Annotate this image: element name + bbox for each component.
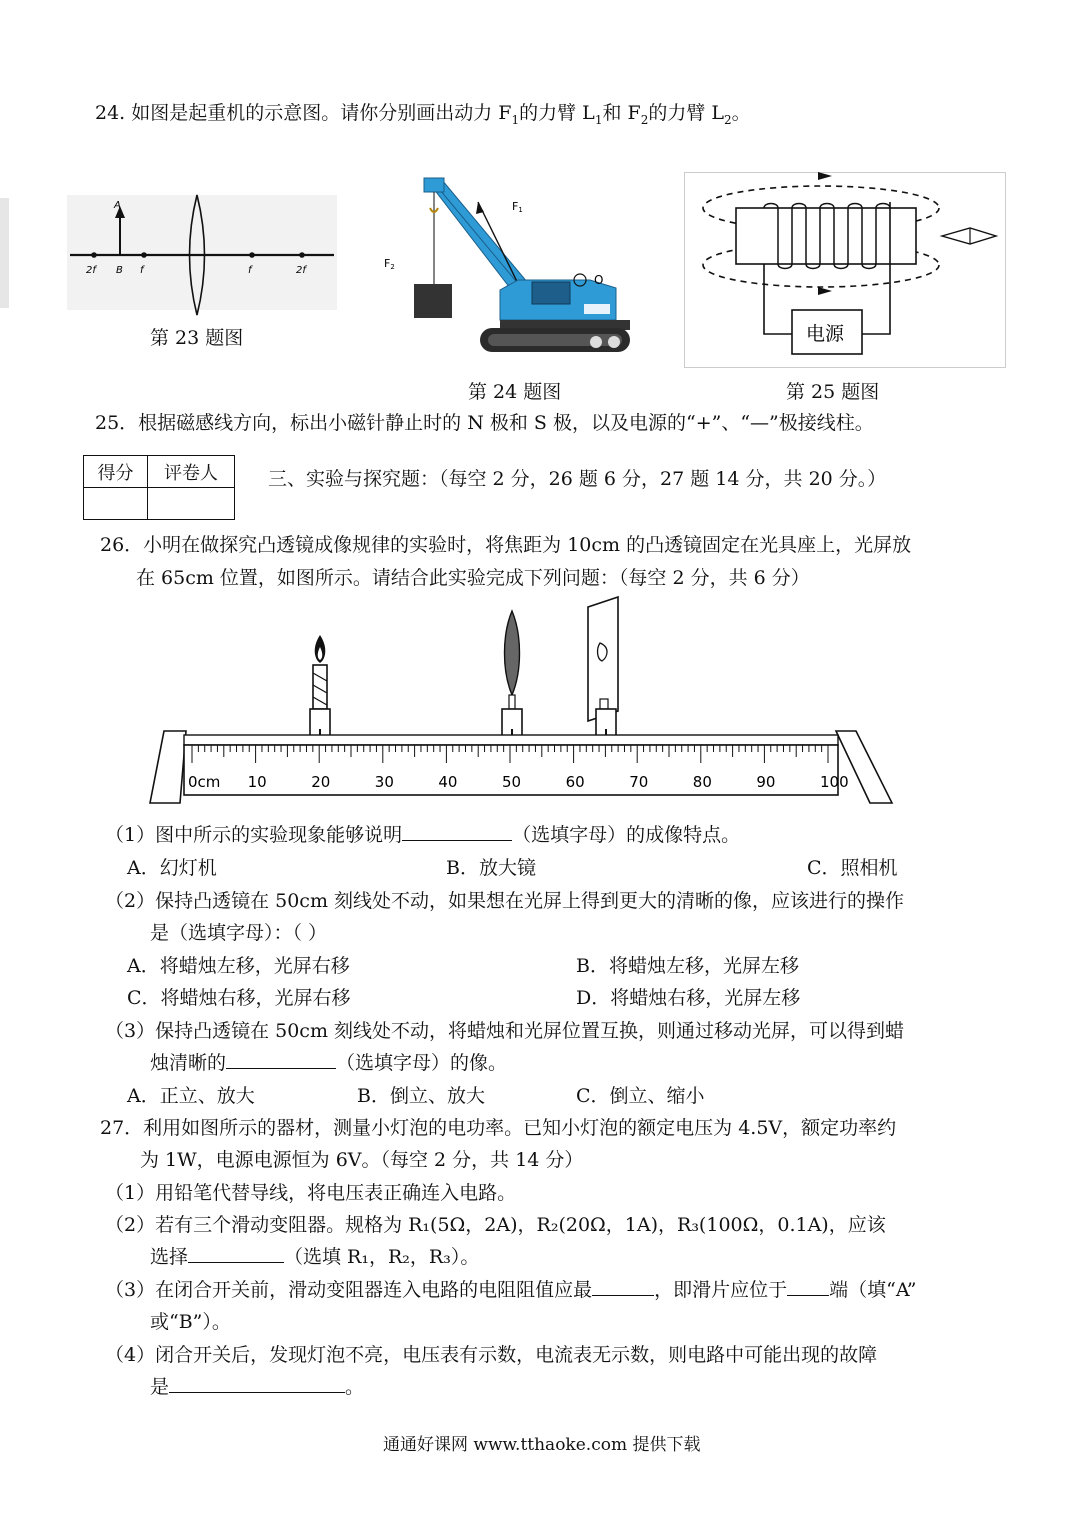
scan-edge [0,198,9,308]
q27-p2-blank[interactable] [188,1244,284,1263]
optical-bench [130,595,900,810]
fig23-label-B: B [116,265,123,276]
fig23-label-f-left: f [140,265,144,276]
fig24-crane [380,172,680,362]
fig23-label-2f-left: 2f [86,265,96,276]
fig23-lens-diagram [62,190,342,320]
q26-p3-option-b: B．倒立、放大 [357,1085,485,1107]
q26-p1-option-c: C．照相机 [807,857,898,879]
q26-p3-blank[interactable] [226,1050,336,1069]
fig24-label-O: O [594,273,604,287]
fig25-caption: 第 25 题图 [786,381,880,403]
ruler-label: 90 [756,773,776,791]
score-header: 得分 [84,456,148,488]
ruler-label: 100 [820,773,849,791]
ruler-label: 60 [565,773,585,791]
q27-p4-blank[interactable] [169,1374,345,1393]
ruler-label: 40 [438,773,458,791]
q26-line2: 在 65cm 位置，如图所示。请结合此实验完成下列问题：（每空 2 分，共 6 分） [136,567,810,589]
q26-p2-option-a: A．将蜡烛左移，光屏右移 [127,955,350,977]
q26-p1-option-b: B．放大镜 [446,857,536,879]
fig24-label-F1: F1 [512,200,523,214]
footer: 通通好课网 www.tthaoke.com 提供下载 [383,1435,701,1455]
ruler-label: 20 [311,773,331,791]
q26-line1: 26．小明在做探究凸透镜成像规律的实验时，将焦距为 10cm 的凸透镜固定在光具座上，光屏放 [100,534,912,556]
q26-p3-option-c: C．倒立、缩小 [576,1085,705,1107]
fig24-label-F2: F2 [384,257,395,271]
ruler-label: 30 [374,773,394,791]
q27-line2: 为 1W，电源电源恒为 6V。（每空 2 分，共 14 分） [140,1149,584,1171]
q27-p1: （1）用铅笔代替导线，将电压表正确连入电路。 [105,1182,517,1204]
ruler-label: 70 [629,773,649,791]
q26-p1: （1）图中所示的实验现象能够说明 （选填字母）的成像特点。 [105,824,741,846]
q27-p3-blank1[interactable] [592,1277,654,1296]
ruler-label: 50 [502,773,522,791]
ruler-label: 0cm [188,773,221,791]
section3-title: 三、实验与探究题：（每空 2 分，26 题 6 分，27 题 14 分，共 20 分。） [268,468,887,490]
q26-p1-blank[interactable] [402,822,512,841]
q24-text: 24. 如图是起重机的示意图。请你分别画出动力 $F_1$的力臂 $L_1$和 $F_2$的力臂 $L_2$。 [95,102,751,127]
fig25-power-label: 电源 [806,323,845,345]
grader-header: 评卷人 [148,456,235,488]
q26-p1-option-a: A．幻灯机 [127,857,217,879]
q26-p2-option-b: B．将蜡烛左移，光屏左移 [576,955,799,977]
q26-p2-option-d: D．将蜡烛右移，光屏左移 [576,987,801,1009]
q27-p2-line2: 选择 （选填 R₁，R₂，R₃）。 [150,1246,480,1268]
ruler-label: 10 [247,773,267,791]
q27-p2-line1: （2）若有三个滑动变阻器。规格为 R₁(5Ω，2A)，R₂(20Ω，1A)，R₃(100Ω，0.1A)，应该 [105,1214,886,1236]
fig23-label-A: A [114,200,121,211]
q27-p4-line2: 是 。 [150,1376,365,1398]
q27-p3-line2: 或“B”）。 [150,1311,231,1333]
score-table [83,455,235,520]
fig23-caption: 第 23 题图 [150,327,244,349]
grader-cell[interactable] [148,488,235,520]
fig23-label-f-right: f [248,265,252,276]
q26-p2-option-c: C．将蜡烛右移，光屏右移 [127,987,351,1009]
q27-p3-line1: （3）在闭合开关前，滑动变阻器连入电路的电阻阻值应最 ，即滑片应位于 端（填“A” [105,1279,917,1301]
q26-p3-line2: 烛清晰的 （选填字母）的像。 [150,1052,508,1074]
fig24-caption: 第 24 题图 [468,381,562,403]
q25-text: 25．根据磁感线方向，标出小磁针静止时的 N 极和 S 极，以及电源的“+”、“—”极接线柱。 [95,412,874,434]
q27-p4-line1: （4）闭合开关后，发现灯泡不亮，电压表有示数，电流表无示数，则电路中可能出现的故障 [105,1344,878,1366]
q26-p2-line2: 是（选填字母）：（ ） [150,922,328,944]
q27-p3-blank2[interactable] [787,1277,829,1296]
score-cell[interactable] [84,488,148,520]
q26-p2-line1: （2）保持凸透镜在 50cm 刻线处不动，如果想在光屏上得到更大的清晰的像，应该进行的操作 [105,890,905,912]
q26-p3-option-a: A．正立、放大 [127,1085,255,1107]
q27-line1: 27．利用如图所示的器材，测量小灯泡的电功率。已知小灯泡的额定电压为 4.5V，额定功率约 [100,1117,897,1139]
q26-p3-line1: （3）保持凸透镜在 50cm 刻线处不动，将蜡烛和光屏位置互换，则通过移动光屏，可以得到蜡 [105,1020,905,1042]
fig25-solenoid [684,172,1006,368]
fig23-label-2f-right: 2f [296,265,306,276]
ruler-label: 80 [692,773,712,791]
